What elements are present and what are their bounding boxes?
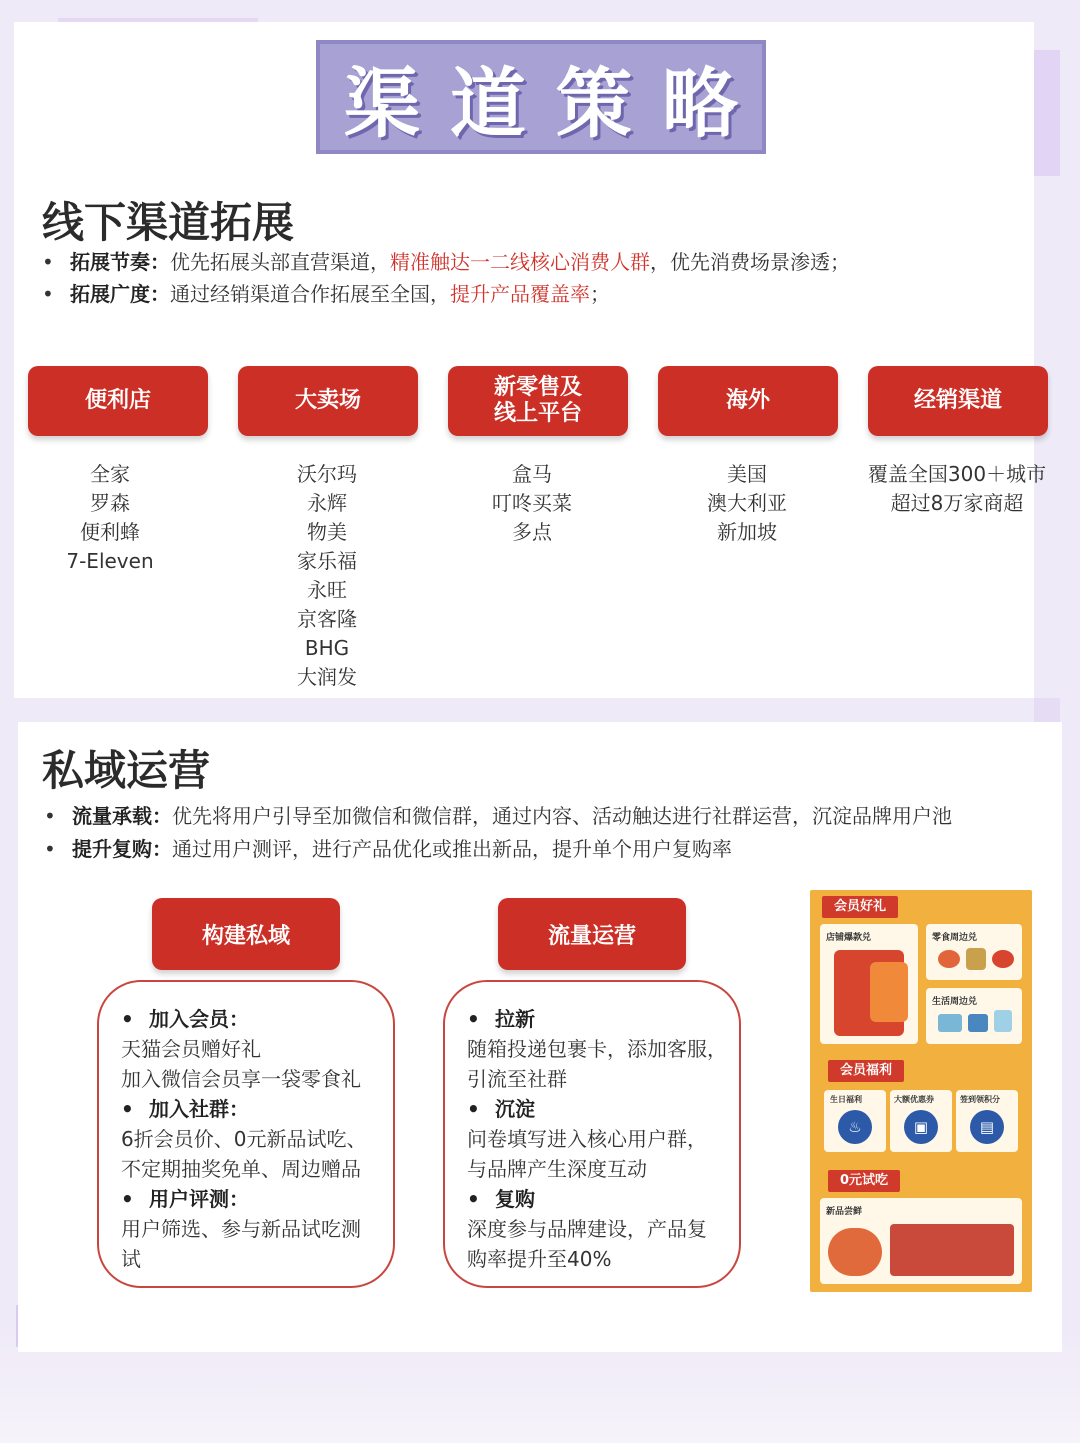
product-image [938,950,960,968]
channel-list-distribution [847,460,1067,518]
product-lineup-image [890,1224,1014,1276]
box-heading: • 加入社群： [121,1097,249,1121]
channel-list-new-retail [422,460,642,547]
page-title: 渠道策略 [344,58,768,148]
box-text: 问卷填写进入核心用户群， [467,1127,707,1151]
decor-bar-right-mid [1034,698,1060,722]
list-item: 新加坡 [717,520,777,544]
offline-bullet-1-label: 拓展节奏： [70,250,170,274]
private-heading: 私域运营 [42,746,211,795]
private-bullet-1: • 流量承载：优先将用户引导至加微信和微信群，通过内容、活动触达进行社群运营，沉淀品牌用户池 [44,804,952,828]
perk-checkin [956,1090,1018,1152]
list-item: 便利蜂 [80,520,140,544]
promo-tag-free-trial: 0元试吃 [828,1170,900,1192]
channel-list-convenience [0,460,220,576]
offline-bullet-2-text-a: 通过经销渠道合作拓展至全国， [170,282,450,306]
list-item: 家乐福 [297,549,357,573]
build-private-button: 构建私域 [152,898,340,970]
product-image [992,950,1014,968]
member-promo-image [810,890,1032,1292]
promo-card-bestseller [820,924,918,1044]
offline-bullet-2-label: 拓展广度： [70,282,170,306]
list-item: 叮咚买菜 [492,491,572,515]
list-item: 永辉 [307,491,347,515]
offline-bullet-1-text-a: 优先拓展头部直营渠道， [170,250,390,274]
coupon-icon: ▣ [904,1110,938,1144]
channel-list-overseas [637,460,857,547]
private-bullet-2: • 提升复购：通过用户测评，进行产品优化或推出新品，提升单个用户复购率 [44,837,732,861]
list-item: 全家 [90,462,130,486]
list-item: 沃尔玛 [297,462,357,486]
channel-button-overseas: 海外 [658,366,838,436]
offline-bullet-1-text-b: ，优先消费场景渗透； [650,250,850,274]
promo-card-title: 零食周边兑 [932,933,978,943]
snack-bag-image [870,962,908,1022]
list-item: 永旺 [307,578,347,602]
product-image [968,1014,988,1032]
perk-birthday [824,1090,886,1152]
list-item: 物美 [307,520,347,544]
list-item: 京客隆 [297,607,357,631]
channel-list-hypermarket [217,460,437,692]
perk-label: 大额优惠券 [894,1095,934,1104]
box-text: 与品牌产生深度互动 [467,1157,647,1181]
list-item: 7-Eleven [66,549,154,573]
box-text: 天猫会员赠好礼 [121,1037,261,1061]
offline-bullet-1-highlight: 精准触达一二线核心消费人群 [390,250,650,274]
box-text: 深度参与品牌建设，产品复 [467,1217,707,1241]
promo-card-title: 新品尝鲜 [826,1207,863,1217]
promo-tag-member-benefit: 会员福利 [828,1060,904,1082]
cake-icon: ♨ [838,1110,872,1144]
list-item: 美国 [727,462,767,486]
perk-label: 签到领积分 [960,1095,1000,1104]
offline-bullet-2-highlight: 提升产品覆盖率 [450,282,590,306]
promo-card-snack-merch [926,924,1022,980]
box-heading: • 复购 [467,1187,535,1211]
product-image [994,1010,1012,1032]
product-image [966,948,986,970]
private-bullet-2-text: 通过用户测评，进行产品优化或推出新品，提升单个用户复购率 [172,837,732,861]
perk-coupon [890,1090,952,1152]
box-text: 随箱投递包裹卡，添加客服， [467,1037,727,1061]
traffic-ops-box [443,980,741,1288]
box-text: 6折会员价、0元新品试吃、 [121,1127,367,1151]
title-banner [316,40,766,154]
promo-card-new-taste [820,1198,1022,1284]
list-item: BHG [304,636,350,660]
offline-heading: 线下渠道拓展 [42,198,295,247]
traffic-ops-button: 流量运营 [498,898,686,970]
channel-button-distribution: 经销渠道 [868,366,1048,436]
list-item: 多点 [512,520,552,544]
promo-card-title: 店铺爆款兑 [826,933,872,943]
decor-bar-right [1034,50,1060,176]
box-text: 加入微信会员享一袋零食礼 [121,1067,361,1091]
list-item: 大润发 [297,665,357,689]
private-bullet-1-text: 优先将用户引导至加微信和微信群，通过内容、活动触达进行社群运营，沉淀品牌用户池 [172,804,952,828]
box-text: 试 [121,1247,141,1271]
box-heading: • 用户评测： [121,1187,249,1211]
private-bullet-2-label: 提升复购： [72,837,172,861]
channel-button-new-retail: 新零售及 线上平台 [448,366,628,436]
box-heading: • 拉新 [467,1007,535,1031]
offline-bullet-2: • 拓展广度：通过经销渠道合作拓展至全国，提升产品覆盖率； [42,282,610,306]
list-item: 盒马 [512,462,552,486]
box-text: 购率提升至40% [467,1247,612,1271]
box-text: 不定期抽奖免单、周边赠品 [121,1157,361,1181]
promo-card-title: 生活周边兑 [932,997,978,1007]
food-image [828,1228,882,1276]
promo-card-life-merch [926,988,1022,1044]
list-item: 澳大利亚 [707,491,787,515]
build-private-box [97,980,395,1288]
channel-button-hypermarket: 大卖场 [238,366,418,436]
box-text: 用户筛选、参与新品试吃测 [121,1217,361,1241]
product-image [938,1014,962,1032]
calendar-icon: ▤ [970,1110,1004,1144]
private-bullet-1-label: 流量承载： [72,804,172,828]
offline-bullet-1: • 拓展节奏：优先拓展头部直营渠道，精准触达一二线核心消费人群，优先消费场景渗透； [42,250,850,274]
promo-tag-member-gift: 会员好礼 [822,896,898,918]
list-item: 罗森 [90,491,130,515]
list-item: 覆盖全国300＋城市 [867,462,1047,486]
box-heading: • 沉淀 [467,1097,535,1121]
perk-label: 生日福利 [830,1095,862,1104]
offline-bullet-2-text-b: ； [590,282,610,306]
list-item: 超过8万家商超 [890,491,1024,515]
box-heading: • 加入会员： [121,1007,249,1031]
channel-button-convenience: 便利店 [28,366,208,436]
box-text: 引流至社群 [467,1067,567,1091]
